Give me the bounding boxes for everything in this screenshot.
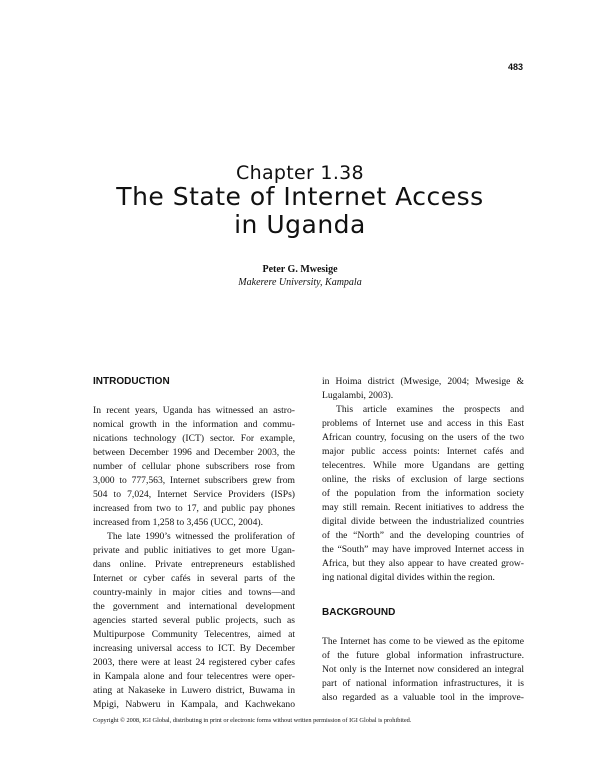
text-line: ing national digital divides within the region. bbox=[322, 572, 495, 583]
text-line: Not only is the Internet now considered an integral bbox=[322, 664, 524, 675]
text-line: of the future global information infrastructure. bbox=[322, 650, 524, 661]
text-line: nomical growth in the information and commu- bbox=[93, 419, 295, 430]
left-column bbox=[93, 375, 295, 712]
title-line: in Uganda bbox=[234, 210, 366, 239]
text-line: major public access points: Internet cafés and bbox=[322, 446, 524, 457]
text-line: problems of Internet use and access in this East bbox=[322, 418, 524, 429]
copyright-notice: Copyright © 2008, IGI Global, distributing in print or electronic forms without written permission of IGI Global is prohibited. bbox=[93, 717, 412, 724]
right-column bbox=[322, 375, 524, 705]
title-line: The State of Internet Access bbox=[116, 182, 484, 211]
paragraph bbox=[322, 403, 524, 585]
text-line: also regarded as a valuable tool in the improve- bbox=[322, 692, 524, 703]
text-line: increasing universal access to ICT. By December bbox=[93, 643, 295, 654]
text-line: 2003, there were at least 24 registered cyber cafes bbox=[93, 657, 295, 668]
text-line: dans online. Private entrepreneurs established bbox=[93, 559, 295, 570]
chapter-label: Chapter 1.38 bbox=[236, 162, 364, 184]
text-line: in Kampala alone and four telecentres were oper- bbox=[93, 671, 295, 682]
text-line: nications technology (ICT) sector. For example, bbox=[93, 433, 295, 444]
text-line: Mpigi, Nabweru in Kampala, and Kachwekano bbox=[93, 699, 295, 710]
text-line: African country, focusing on the users of the two bbox=[322, 432, 524, 443]
author-affiliation: Makerere University, Kampala bbox=[238, 277, 362, 288]
text-line: 3,000 to 777,563, Internet subscribers grew from bbox=[93, 475, 295, 486]
text-line: the government and international development bbox=[93, 601, 295, 612]
text-line: The Internet has come to be viewed as the epitome bbox=[322, 636, 524, 647]
text-line: Africa, but they also appear to have created grow- bbox=[322, 558, 524, 569]
text-line: of the “North” and the developing countries of bbox=[322, 530, 524, 541]
section-heading-background: BACKGROUND bbox=[322, 607, 396, 618]
text-line: in Hoima district (Mwesige, 2004; Mwesige & bbox=[322, 376, 524, 387]
chapter-title bbox=[0, 183, 600, 239]
text-line: 504 to 7,024, Internet Service Providers (ISPs) bbox=[93, 489, 295, 500]
text-line: agencies started several public projects, such as bbox=[93, 615, 295, 626]
text-line: This article examines the prospects and bbox=[336, 404, 524, 415]
paragraph bbox=[322, 375, 524, 403]
text-line: between December 1996 and December 2003, the bbox=[93, 447, 295, 458]
paragraph bbox=[93, 404, 295, 530]
paragraph bbox=[322, 635, 524, 705]
text-line: of the population from the information society bbox=[322, 488, 524, 499]
text-line: ating at Nakaseke in Luwero district, Buwama in bbox=[93, 685, 295, 696]
text-line: The late 1990’s witnessed the proliferation of bbox=[107, 531, 295, 542]
text-line: increased from 1,258 to 3,456 (UCC, 2004). bbox=[93, 517, 263, 528]
paragraph bbox=[93, 530, 295, 712]
text-line: part of national information infrastructures, it is bbox=[322, 678, 524, 689]
page-number: 483 bbox=[507, 62, 523, 72]
author-name: Peter G. Mwesige bbox=[262, 264, 338, 275]
text-line: In recent years, Uganda has witnessed an astro- bbox=[93, 405, 295, 416]
text-line: increased from two to 17, and public pay phones bbox=[93, 503, 295, 514]
text-line: number of cellular phone subscribers rose from bbox=[93, 461, 295, 472]
text-line: Internet or cyber cafés in several parts of the bbox=[93, 573, 295, 584]
text-line: digital divide between the industrialized countries bbox=[322, 516, 524, 527]
text-line: private and public initiatives to get more Ugan- bbox=[93, 545, 295, 556]
text-line: Lugalambi, 2003). bbox=[322, 390, 394, 401]
text-line: online, the risks of exclusion of large sections bbox=[322, 474, 524, 485]
section-heading-introduction: INTRODUCTION bbox=[93, 376, 170, 387]
text-line: telecentres. While more Ugandans are getting bbox=[322, 460, 524, 471]
text-line: Multipurpose Community Telecentres, aimed at bbox=[93, 629, 295, 640]
text-line: country-mainly in major cities and towns—and bbox=[93, 587, 295, 598]
text-line: may still remain. Recent initiatives to address the bbox=[322, 502, 524, 513]
text-line: the “South” may have improved Internet access in bbox=[322, 544, 524, 555]
